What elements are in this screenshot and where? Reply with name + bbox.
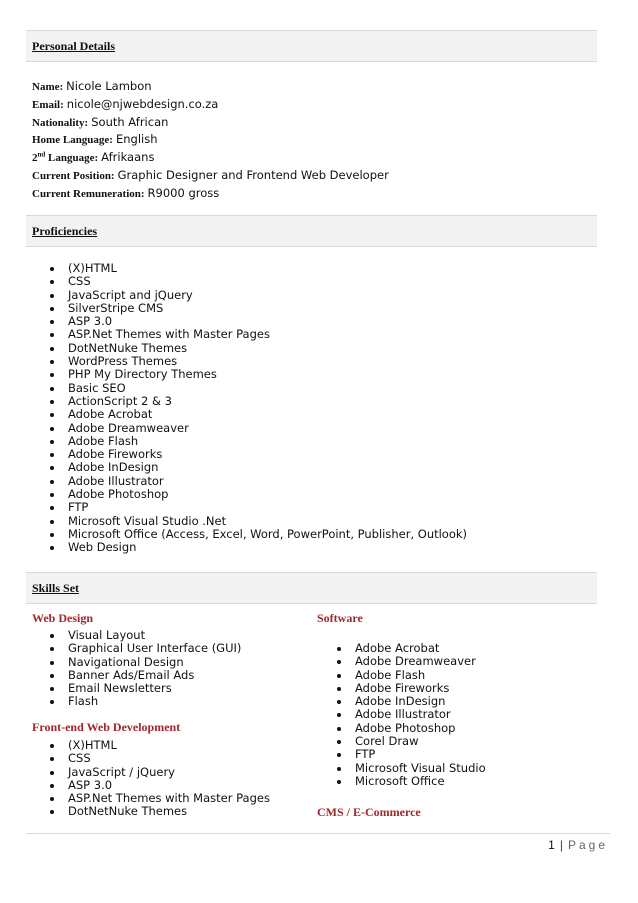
list-item: CSS — [50, 752, 270, 765]
detail-value: South African — [91, 115, 169, 129]
list-item: ASP 3.0 — [50, 315, 467, 328]
list-item: PHP My Directory Themes — [50, 368, 467, 381]
page-footer — [548, 838, 608, 852]
detail-current-position — [32, 166, 389, 182]
personal-details-title: Personal Details — [32, 39, 115, 53]
detail-value: nicole@njwebdesign.co.za — [66, 97, 219, 111]
list-item: ASP.Net Themes with Master Pages — [50, 792, 270, 805]
software-heading: Software — [317, 611, 363, 625]
list-item: Adobe InDesign — [337, 695, 486, 708]
cms-heading: CMS / E-Commerce — [317, 805, 421, 819]
detail-label: Nationality: — [32, 117, 89, 129]
web-design-list — [50, 629, 241, 709]
list-item: (X)HTML — [50, 739, 270, 752]
frontend-list — [50, 739, 270, 819]
list-item: Adobe Dreamweaver — [50, 422, 467, 435]
list-item: Adobe Acrobat — [50, 408, 467, 421]
list-item: Flash — [50, 695, 241, 708]
personal-details-header — [26, 30, 597, 62]
skills-set-title: Skills Set — [32, 581, 80, 595]
list-item: Navigational Design — [50, 656, 241, 669]
list-item: DotNetNuke Themes — [50, 805, 270, 818]
detail-name — [32, 77, 152, 93]
list-item: FTP — [50, 501, 467, 514]
list-item: Adobe Fireworks — [50, 448, 467, 461]
list-item: Basic SEO — [50, 382, 467, 395]
list-item: Adobe Acrobat — [337, 642, 486, 655]
detail-email — [32, 95, 218, 111]
list-item: FTP — [337, 748, 486, 761]
detail-value: Nicole Lambon — [66, 79, 152, 93]
detail-value: Afrikaans — [101, 150, 155, 164]
list-item: Microsoft Visual Studio .Net — [50, 515, 467, 528]
list-item: Adobe Photoshop — [337, 722, 486, 735]
detail-second-language — [32, 148, 154, 164]
detail-label: 2nd Language: — [32, 150, 99, 164]
detail-value: English — [115, 132, 158, 146]
list-item: DotNetNuke Themes — [50, 342, 467, 355]
detail-label: Home Language: — [32, 134, 113, 146]
list-item: WordPress Themes — [50, 355, 467, 368]
detail-current-remuneration — [32, 184, 219, 200]
list-item: Adobe Flash — [50, 435, 467, 448]
list-item: Web Design — [50, 541, 467, 554]
list-item: (X)HTML — [50, 262, 467, 275]
list-item: Microsoft Visual Studio — [337, 762, 486, 775]
detail-label: Current Remuneration: — [32, 188, 145, 200]
detail-label: Name: — [32, 81, 64, 93]
skills-set-header — [26, 572, 597, 604]
list-item: ASP 3.0 — [50, 779, 270, 792]
list-item: Adobe Illustrator — [337, 708, 486, 721]
proficiencies-title: Proficiencies — [32, 224, 98, 238]
list-item: Adobe Fireworks — [337, 682, 486, 695]
list-item: Microsoft Office (Access, Excel, Word, PowerPoint, Publisher, Outlook) — [50, 528, 467, 541]
list-item: SilverStripe CMS — [50, 302, 467, 315]
list-item: Adobe InDesign — [50, 461, 467, 474]
list-item: Adobe Photoshop — [50, 488, 467, 501]
page-word: Page — [567, 838, 608, 852]
software-list — [337, 642, 486, 788]
list-item: Email Newsletters — [50, 682, 241, 695]
footer-separator: | — [559, 838, 563, 852]
page-number: 1 — [548, 838, 555, 852]
list-item: CSS — [50, 275, 467, 288]
detail-nationality — [32, 113, 168, 129]
list-item: Corel Draw — [337, 735, 486, 748]
proficiencies-list — [50, 262, 467, 555]
list-item: Adobe Dreamweaver — [337, 655, 486, 668]
proficiencies-header — [26, 215, 597, 247]
list-item: Visual Layout — [50, 629, 241, 642]
list-item: JavaScript / jQuery — [50, 766, 270, 779]
detail-label: Current Position: — [32, 170, 115, 182]
list-item: Microsoft Office — [337, 775, 486, 788]
detail-home-language — [32, 130, 158, 146]
web-design-heading: Web Design — [32, 611, 94, 625]
footer-divider — [26, 833, 610, 834]
list-item: Adobe Flash — [337, 669, 486, 682]
list-item: Adobe Illustrator — [50, 475, 467, 488]
list-item: ASP.Net Themes with Master Pages — [50, 328, 467, 341]
list-item: JavaScript and jQuery — [50, 289, 467, 302]
list-item: ActionScript 2 & 3 — [50, 395, 467, 408]
list-item: Graphical User Interface (GUI) — [50, 642, 241, 655]
frontend-heading: Front-end Web Development — [32, 720, 181, 734]
list-item: Banner Ads/Email Ads — [50, 669, 241, 682]
detail-value: R9000 gross — [147, 186, 220, 200]
detail-label: Email: — [32, 99, 64, 111]
detail-value: Graphic Designer and Frontend Web Developer — [117, 168, 389, 182]
